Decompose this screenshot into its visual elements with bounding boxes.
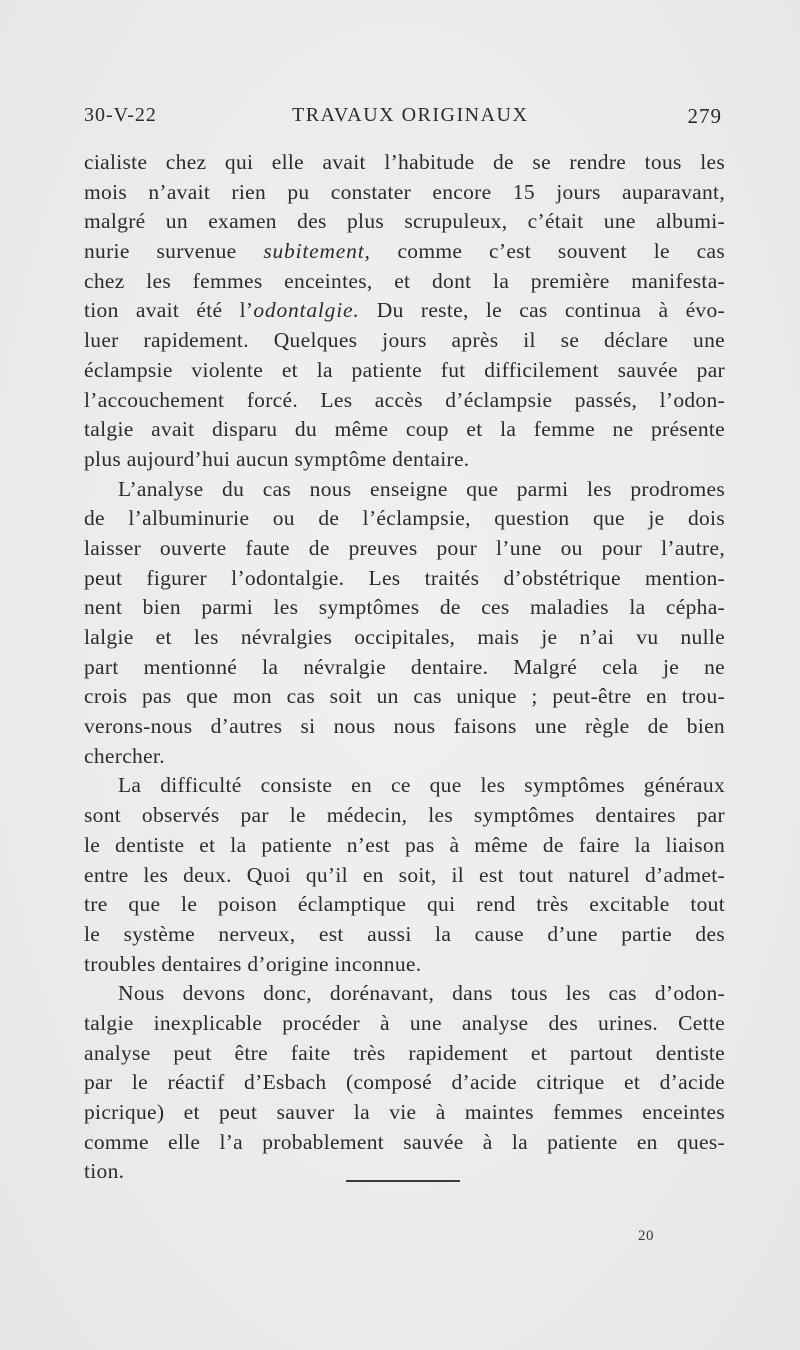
- text-line: troubles dentaires d’origine inconnue.: [84, 951, 422, 976]
- text-line: le dentiste et la patiente n’est pas à même de faire la liaison: [84, 832, 725, 857]
- text-line: chercher.: [84, 743, 165, 768]
- emphasis-text: odontalgie.: [253, 298, 360, 323]
- text-line: cialiste chez qui elle avait l’habitude de se rendre tous les: [84, 150, 725, 174]
- text-line: mois n’avait rien pu constater encore 15 jours auparavant,: [84, 179, 725, 204]
- header-date: 30-V-22: [84, 104, 157, 126]
- text-line: analyse peut être faite très rapidement et partout dentiste: [84, 1040, 725, 1065]
- page-number: 279: [687, 104, 722, 128]
- signature-mark: 20: [638, 1228, 654, 1244]
- text-segment: Du reste, le cas continua à évo-: [359, 298, 725, 323]
- text-line: le système nerveux, est aussi la cause d’une partie des: [84, 921, 725, 946]
- text-line: Nous devons donc, dorénavant, dans tous les cas d’odon-: [118, 981, 725, 1006]
- text-line: l’accouchement forcé. Les accès d’éclampsie passés, l’odon-: [84, 387, 725, 412]
- text-line: talgie avait disparu du même coup et la femme ne présente: [84, 417, 725, 442]
- text-line: L’analyse du cas nous enseigne que parmi les prodromes: [118, 476, 725, 501]
- text-line: peut figurer l’odontalgie. Les traités d’obstétrique mention-: [84, 565, 725, 590]
- text-line: verons-nous d’autres si nous nous faisons une règle de bien: [84, 714, 725, 739]
- text-line: tion.: [84, 1159, 125, 1184]
- text-line: plus aujourd’hui aucun symptôme dentaire.: [84, 446, 470, 471]
- running-header: [84, 104, 722, 134]
- text-line: nent bien parmi les symptômes de ces maladies la cépha-: [84, 595, 725, 620]
- text-line: La difficulté consiste en ce que les symptômes généraux: [118, 773, 725, 798]
- header-section-title: TRAVAUX ORIGINAUX: [292, 104, 529, 126]
- text-line: lalgie et les névralgies occipitales, mais je n’ai vu nulle: [84, 625, 725, 649]
- text-line: picrique) et peut sauver la vie à maintes femmes enceintes: [84, 1100, 725, 1124]
- text-line: luer rapidement. Quelques jours après il se déclare une: [84, 328, 725, 353]
- text-line: [84, 296, 725, 326]
- emphasis-text: subitement,: [263, 239, 371, 264]
- text-line: par le réactif d’Esbach (composé d’acide citrique et d’acide: [84, 1070, 725, 1095]
- text-line: laisser ouverte faute de preuves pour l’une ou pour l’autre,: [84, 535, 725, 560]
- text-line: tre que le poison éclamptique qui rend très excitable tout: [84, 892, 725, 917]
- text-line: éclampsie violente et la patiente fut difficilement sauvée par: [84, 357, 725, 382]
- text-line: de l’albuminurie ou de l’éclampsie, question que je dois: [84, 506, 725, 531]
- text-line: malgré un examen des plus scrupuleux, c’était une albumi-: [84, 209, 725, 234]
- text-segment: nurie survenue: [84, 239, 264, 264]
- text-segment: tion avait été l’: [84, 298, 254, 323]
- text-line: talgie inexplicable procéder à une analyse des urines. Cette: [84, 1010, 725, 1035]
- text-segment: comme c’est souvent le cas: [370, 239, 725, 264]
- text-line: sont observés par le médecin, les symptômes dentaires par: [84, 803, 725, 828]
- end-of-article-rule: [346, 1180, 460, 1182]
- text-line: crois pas que mon cas soit un cas unique ; peut-être en trou-: [84, 684, 725, 709]
- article-body: [84, 148, 725, 1187]
- text-line: [84, 237, 725, 267]
- text-line: chez les femmes enceintes, et dont la première manifesta-: [84, 268, 725, 293]
- text-line: part mentionné la névralgie dentaire. Malgré cela je ne: [84, 654, 725, 679]
- text-line: comme elle l’a probablement sauvée à la patiente en ques-: [84, 1129, 725, 1154]
- text-line: entre les deux. Quoi qu’il en soit, il est tout naturel d’admet-: [84, 862, 725, 887]
